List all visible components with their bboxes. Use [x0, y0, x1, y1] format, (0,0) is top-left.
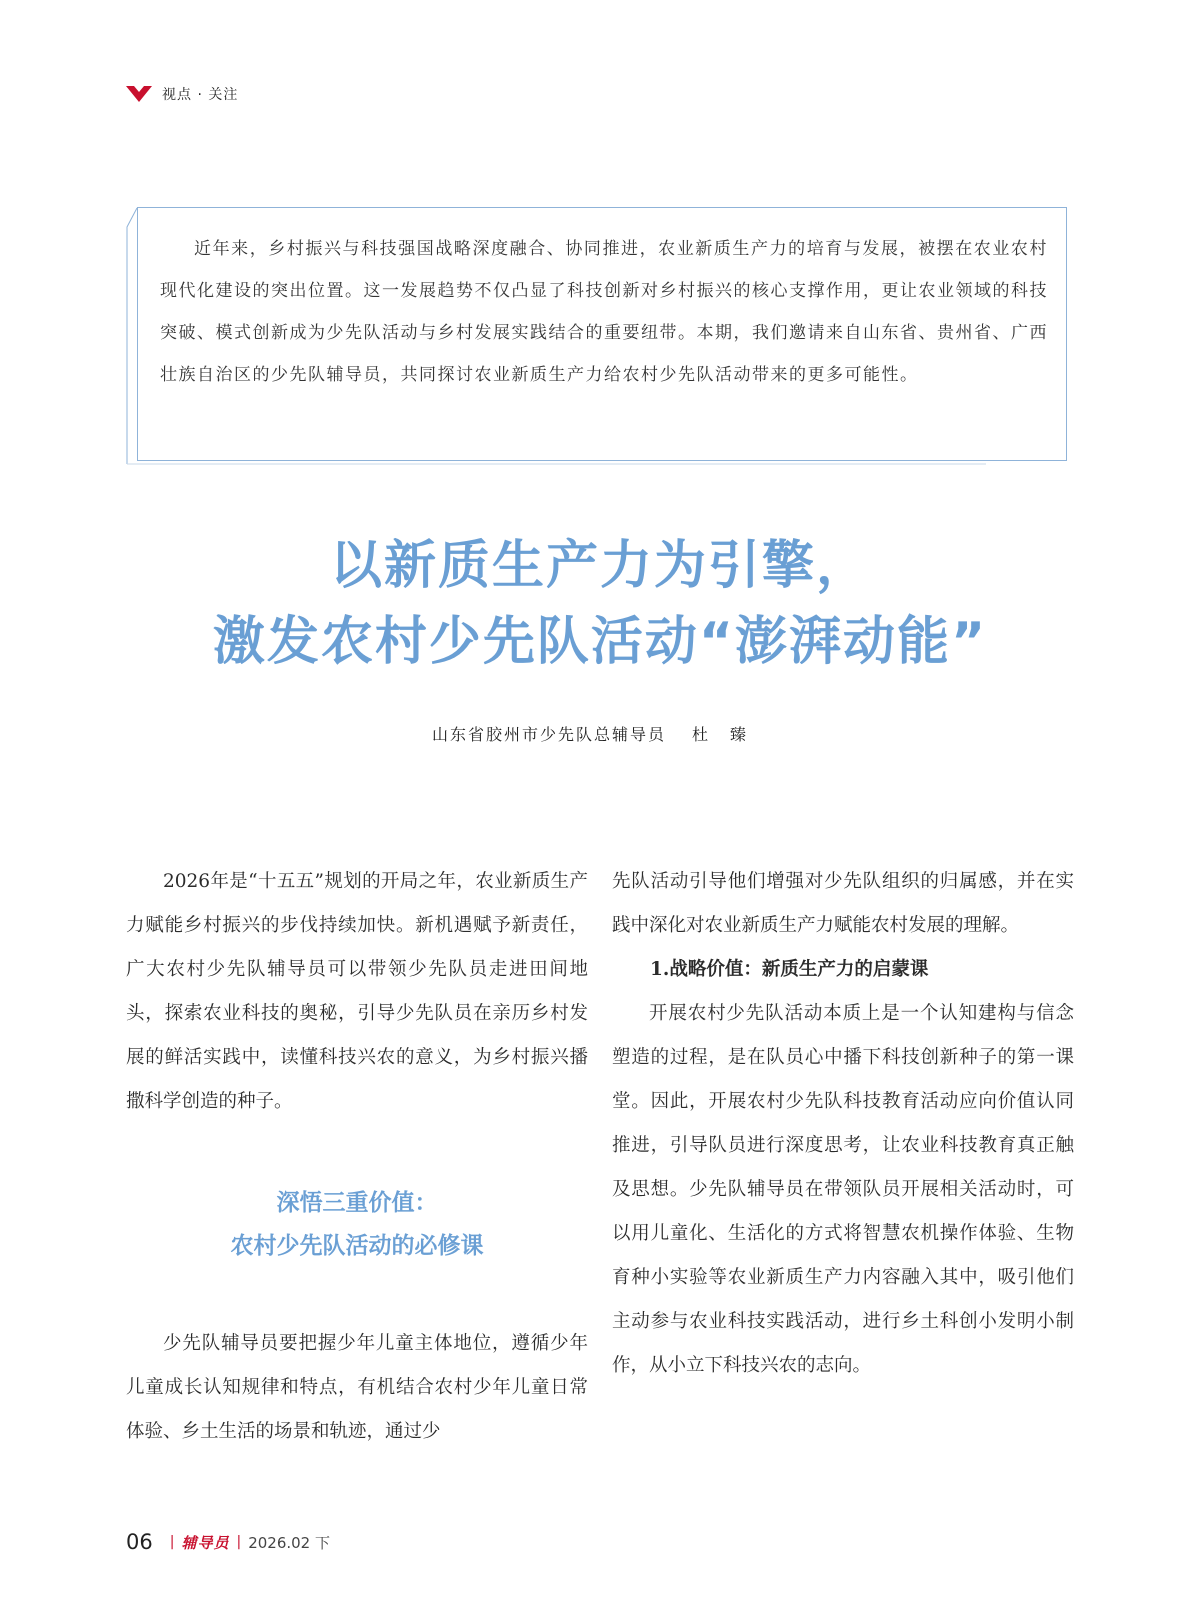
byline	[0, 722, 1200, 745]
byline-author: 杜臻	[692, 725, 769, 744]
magazine-logo: 辅导员	[181, 1533, 230, 1552]
column-right	[612, 860, 1074, 1388]
sub-heading-line-1: 深悟三重价值：	[276, 1190, 438, 1216]
title-line-2: 激发农村少先队活动“澎湃动能”	[212, 612, 988, 672]
item-heading-1: 1.战略价值：新质生产力的启蒙课	[650, 959, 929, 980]
sub-heading	[126, 1182, 588, 1268]
section-tag	[126, 84, 238, 104]
paragraph-2: 少先队辅导员要把握少年儿童主体地位，遵循少年儿童成长认知规律和特点，有机结合农村少年儿童日常体验、乡土生活的场景和轨迹，通过少	[126, 1333, 588, 1442]
issue-number: 2026.02 下	[248, 1533, 330, 1552]
article-title	[0, 528, 1200, 680]
paragraph-2-continued: 先队活动引导他们增强对少先队组织的归属感，并在实践中深化对农业新质生产力赋能农村发展的理解。	[612, 871, 1074, 936]
byline-role: 山东省胶州市少先队总辅导员	[431, 725, 666, 744]
page-footer	[126, 1530, 330, 1554]
intro-paragraph: 近年来，乡村振兴与科技强国战略深度融合、协同推进，农业新质生产力的培育与发展，被摆在农业农村现代化建设的突出位置。这一发展趋势不仅凸显了科技创新对乡村振兴的核心支撑作用，更让农业领域的科技突破、模式创新成为少先队活动与乡村发展实践结合的重要纽带。本期，我们邀请来自山东省、贵州省、广西壮族自治区的少先队辅导员，共同探讨农业新质生产力给农村少先队活动带来的更多可能性。	[160, 239, 1048, 385]
column-left	[126, 860, 588, 1454]
paragraph-3: 开展农村少先队活动本质上是一个认知建构与信念塑造的过程，是在队员心中播下科技创新种子的第一课堂。因此，开展农村少先队科技教育活动应向价值认同推进，引导队员进行深度思考，让农业科技教育真正触及思想。少先队辅导员在带领队员开展相关活动时，可以用儿童化、生活化的方式将智慧农机操作体验、生物育种小实验等农业新质生产力内容融入其中，吸引他们主动参与农业科技实践活动，进行乡土科创小发明小制作，从小立下科技兴农的志向。	[612, 1003, 1074, 1376]
title-line-1: 以新质生产力为引擎，	[329, 536, 870, 596]
footer-divider: |	[169, 1534, 175, 1550]
sub-heading-line-2: 农村少先队活动的必修课	[230, 1233, 484, 1259]
red-chevron-icon	[126, 84, 152, 104]
page-number: 06	[126, 1530, 153, 1554]
paragraph-1: 2026年是“十五五”规划的开局之年，农业新质生产力赋能乡村振兴的步伐持续加快。新机遇赋予新责任，广大农村少先队辅导员可以带领少先队员走进田间地头，探索农业科技的奥秘，引导少先队员在亲历乡村发展的鲜活实践中，读懂科技兴农的意义，为乡村振兴播撒科学创造的种子。	[126, 871, 588, 1112]
section-label: 视点 · 关注	[162, 87, 239, 103]
footer-divider: |	[236, 1534, 242, 1550]
